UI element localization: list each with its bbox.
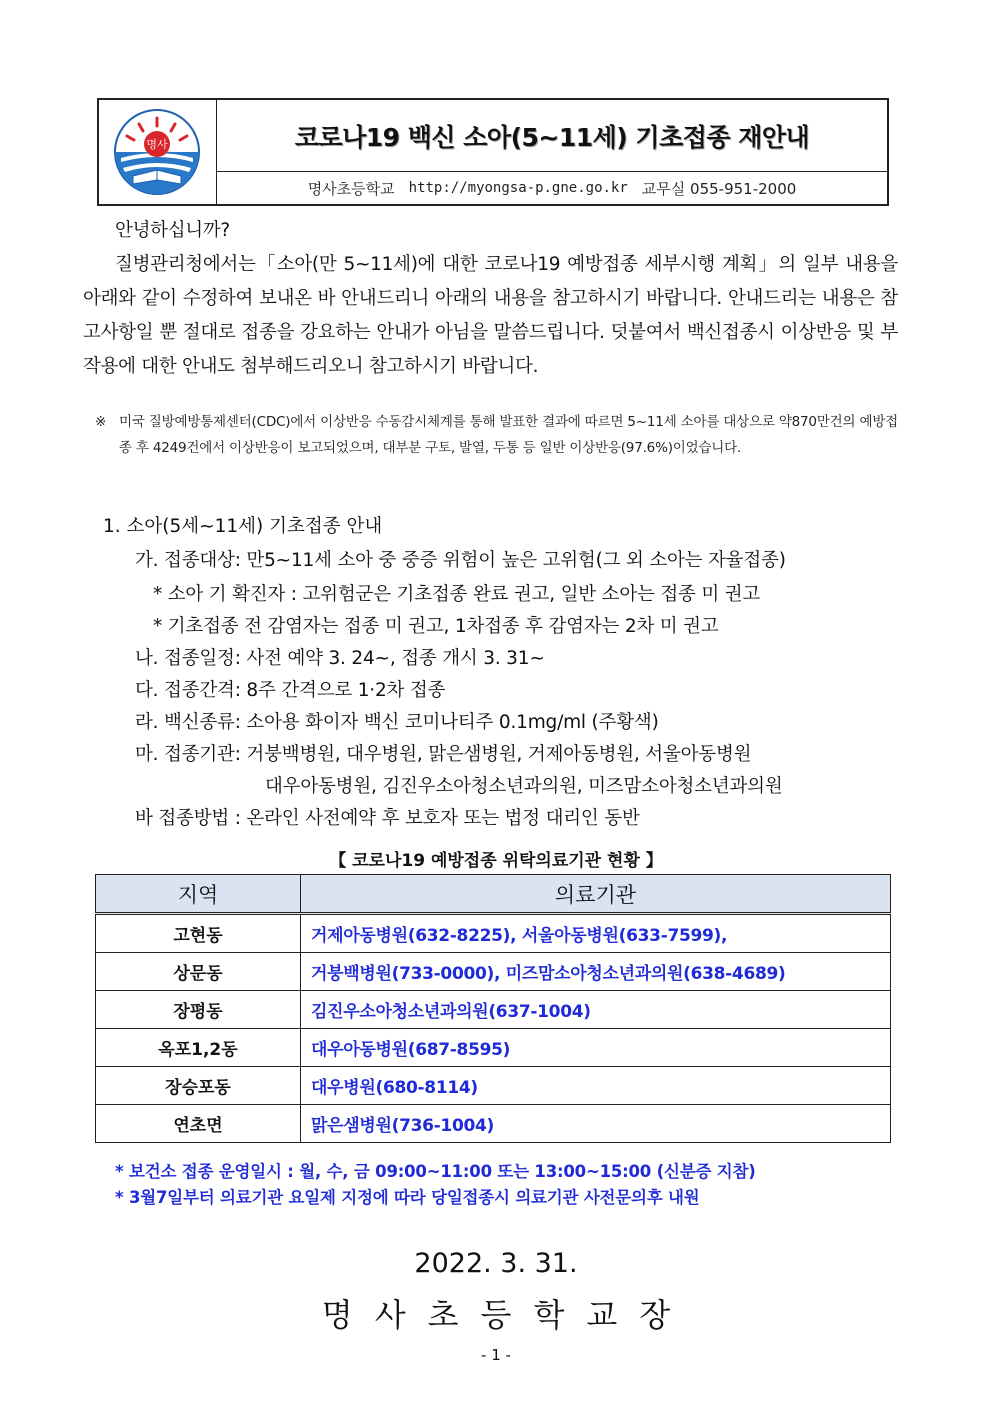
institution-cell: 맑은샘병원(736-1004): [301, 1105, 891, 1143]
area-cell: 장승포동: [96, 1067, 301, 1105]
table-header-row: [96, 875, 891, 914]
area-cell: 장평동: [96, 991, 301, 1029]
school-url[interactable]: http://myongsa-p.gne.go.kr: [408, 180, 628, 196]
greeting: 안녕하십니까?: [115, 220, 230, 241]
contact-line: [217, 172, 887, 204]
document-title: 코로나19 백신 소아(5~11세) 기초접종 재안내: [294, 122, 810, 152]
table-row: [96, 991, 891, 1029]
intro-body: 질병관리청에서는「소아(만 5~11세)에 대한 코로나19 예방접종 세부시행 계획」의 일부 내용을 아래와 같이 수정하여 보내온 바 안내드리니 아래의 내용을 참고하시기 바랍니다. 안내드리는 내용은 참고사항일 뿐 절대로 접종을 강요하는 안내가 아님을 말씀드립니다. 덧붙여서 백신접종시 이상반응 및 부작용에 대한 안내도 첨부해드리오니 참고하시기 바랍니다.: [83, 254, 898, 377]
item-ga-sub1: * 소아 기 확진자 : 고위험군은 기초접종 완료 권고, 일반 소아는 접종 미 권고: [153, 584, 761, 605]
area-cell: 옥포1,2동: [96, 1029, 301, 1067]
intro-section: [83, 214, 898, 384]
logo-text: 명사: [146, 138, 168, 151]
area-cell: 상문동: [96, 953, 301, 991]
institution-cell: 거제아동병원(632-8225), 서울아동병원(633-7599),: [301, 914, 891, 953]
area-cell: 연초면: [96, 1105, 301, 1143]
institution-cell: 김진우소아청소년과의원(637-1004): [301, 991, 891, 1029]
area-cell: 고현동: [96, 914, 301, 953]
item-da: 다. 접종간격: 8주 간격으로 1·2차 접종: [135, 680, 446, 701]
item-ba: 바 접종방법 : 온라인 사전예약 후 보호자 또는 법정 대리인 동반: [135, 808, 640, 829]
item-ga: 가. 접종대상: 만5~11세 소아 중 중증 위험이 높은 고위험(그 외 소아는 자율접종): [135, 550, 786, 571]
note-mark: ※: [95, 414, 107, 430]
item-ga-sub2: * 기초접종 전 감염자는 접종 미 권고, 1차접종 후 감염자는 2차 미 권고: [153, 616, 719, 637]
item-na: 나. 접종일정: 사전 예약 3. 24~, 접종 개시 3. 31~: [135, 648, 545, 669]
page-number: - 1 -: [481, 1346, 511, 1364]
school-name: 명사초등학교: [307, 179, 395, 198]
item-ra: 라. 백신종류: 소아용 화이자 백신 코미나티주 0.1mg/ml (주황색): [135, 712, 659, 733]
hospital-table: [95, 874, 891, 1143]
office-phone: 교무실 055-951-2000: [641, 179, 797, 198]
institution-cell: 대우병원(680-8114): [301, 1067, 891, 1105]
logo-cell: [99, 100, 217, 204]
table-row: [96, 914, 891, 953]
table-row: [96, 1029, 891, 1067]
table-row: [96, 1067, 891, 1105]
footnote-health-center: * 보건소 접종 운영일시 : 월, 수, 금 09:00~11:00 또는 13:00~15:00 (신분증 지참): [115, 1162, 756, 1181]
institution-cell: 거붕백병원(733-0000), 미즈맘소아청소년과의원(638-4689): [301, 953, 891, 991]
table-row: [96, 953, 891, 991]
item-ma: 마. 접종기관: 거붕백병원, 대우병원, 맑은샘병원, 거제아동병원, 서울아동병원: [135, 744, 752, 765]
document-date: 2022. 3. 31.: [414, 1248, 578, 1279]
table-caption: 【 코로나19 예방접종 위탁의료기관 현황 】: [329, 851, 663, 871]
table-row: [96, 1105, 891, 1143]
institution-cell: 대우아동병원(687-8595): [301, 1029, 891, 1067]
header-institution: 의료기관: [301, 875, 891, 914]
document-header: [97, 98, 889, 206]
item-ma-cont: 대우아동병원, 김진우소아청소년과의원, 미즈맘소아청소년과의원: [265, 776, 783, 797]
footnote-weekday-system: * 3월7일부터 의료기관 요일제 지정에 따라 당일접종시 의료기관 사전문의후 내원: [115, 1188, 700, 1207]
note-text: 미국 질방예방통제센터(CDC)에서 이상반응 수동감시체계를 통해 발표한 결과에 따르면 5~11세 소아를 대상으로 약870만건의 예방접종 후 4249건에서 이상반응이 보고되었으며, 대부분 구토, 발열, 두통 등 일반 이상반응(97.6%)이었습니다.: [119, 414, 898, 456]
header-area: 지역: [96, 875, 301, 914]
title-cell: [217, 100, 887, 172]
cdc-note: [83, 409, 898, 461]
school-logo: [99, 100, 215, 204]
signer: 명사초등학교장: [321, 1296, 693, 1334]
section-title: 1. 소아(5세~11세) 기초접종 안내: [103, 516, 383, 537]
